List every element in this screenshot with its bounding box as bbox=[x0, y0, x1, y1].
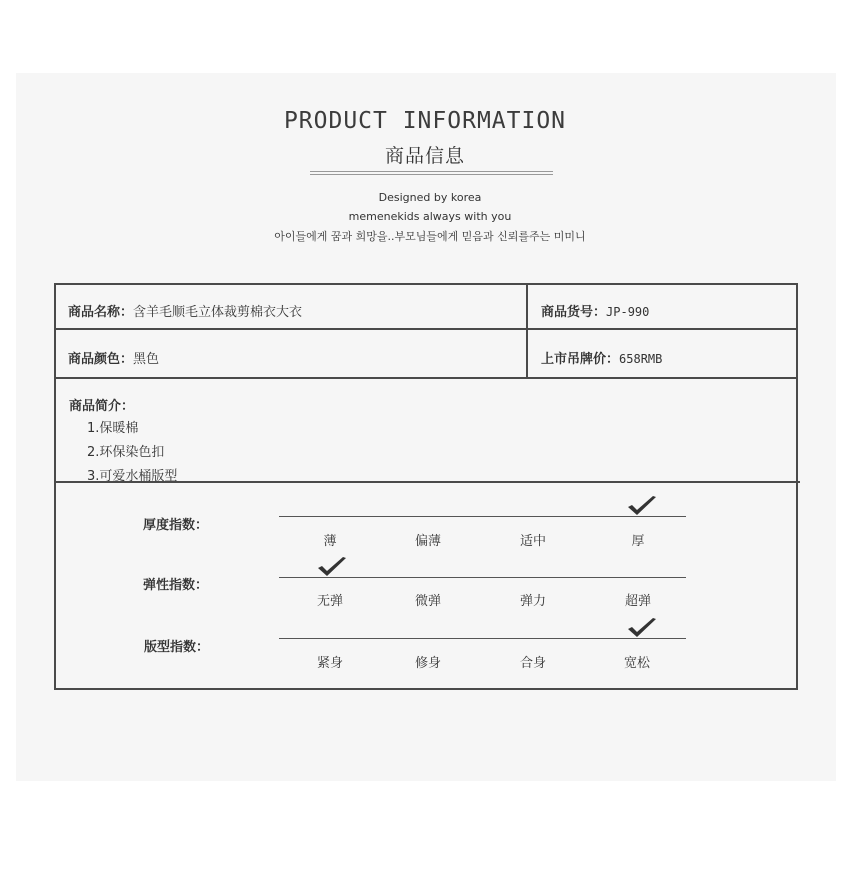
checkmark-icon bbox=[317, 556, 347, 578]
product-color-cell bbox=[68, 348, 159, 367]
product-name-cell bbox=[68, 301, 302, 320]
product-name-value: 含羊毛顺毛立体裁剪棉衣大衣 bbox=[133, 305, 303, 320]
subtitle-slogan: memenekids always with you bbox=[348, 210, 512, 223]
intro-item: 2.环保染色扣 bbox=[87, 445, 165, 460]
checkmark-icon bbox=[627, 617, 657, 639]
thickness-option: 适中 bbox=[519, 534, 546, 549]
product-price-label: 上市吊牌价： bbox=[541, 352, 620, 367]
product-price-value: 658RMB bbox=[619, 352, 663, 366]
checkmark-icon bbox=[627, 495, 657, 517]
subtitle-korean: 아이들에게 꿈과 희망을..부모님들에게 믿음과 신뢰를주는 미미니 bbox=[274, 230, 586, 243]
elasticity-option: 无弹 bbox=[316, 594, 343, 609]
product-color-value: 黑色 bbox=[133, 352, 160, 367]
table-divider bbox=[526, 283, 528, 378]
fit-index-label: 版型指数： bbox=[144, 640, 210, 655]
product-price-cell bbox=[541, 348, 662, 367]
fit-option: 修身 bbox=[414, 656, 441, 671]
product-code-cell bbox=[541, 301, 649, 320]
product-name-label: 商品名称： bbox=[68, 305, 134, 320]
intro-item: 3.可爱水桶版型 bbox=[87, 469, 178, 484]
title-chinese: 商品信息 bbox=[384, 145, 465, 167]
product-code-label: 商品货号： bbox=[541, 305, 607, 320]
elasticity-option: 微弹 bbox=[414, 594, 441, 609]
product-intro-label: 商品简介： bbox=[69, 399, 135, 414]
elasticity-index-label: 弹性指数： bbox=[143, 578, 209, 593]
info-table bbox=[54, 283, 798, 690]
thickness-index-label: 厚度指数： bbox=[143, 518, 209, 533]
subtitle-designed-by: Designed by korea bbox=[378, 191, 482, 204]
thickness-index-scale bbox=[279, 516, 686, 517]
thickness-option: 偏薄 bbox=[414, 534, 441, 549]
title-english: PRODUCT INFORMATION bbox=[283, 108, 567, 134]
intro-item: 1.保暖棉 bbox=[87, 421, 139, 436]
product-color-label: 商品颜色： bbox=[68, 352, 134, 367]
title-divider bbox=[310, 171, 553, 175]
elasticity-option: 弹力 bbox=[519, 594, 546, 609]
table-divider bbox=[54, 328, 798, 330]
table-divider bbox=[54, 377, 798, 379]
fit-option: 紧身 bbox=[316, 656, 343, 671]
product-code-value: JP-990 bbox=[606, 305, 650, 319]
fit-option: 合身 bbox=[519, 656, 546, 671]
elasticity-option: 超弹 bbox=[624, 594, 651, 609]
fit-index-scale bbox=[279, 638, 686, 639]
thickness-option: 薄 bbox=[323, 534, 337, 549]
thickness-option: 厚 bbox=[631, 534, 645, 549]
fit-option: 宽松 bbox=[623, 656, 650, 671]
